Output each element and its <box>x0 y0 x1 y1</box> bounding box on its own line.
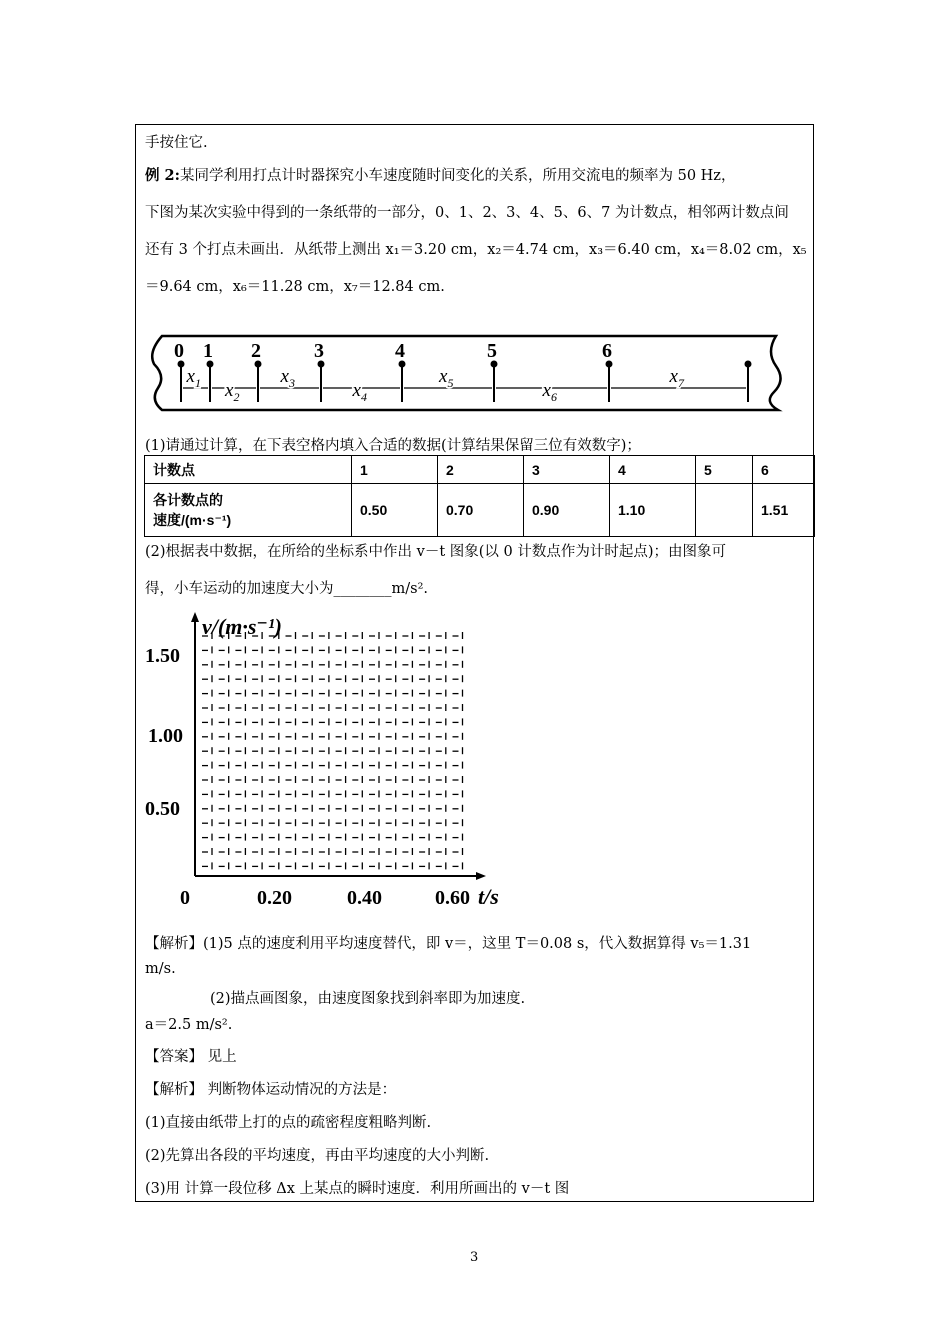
question-2b: 得，小车运动的加速度大小为________m/s². <box>145 581 428 597</box>
x-axis-arrow <box>476 872 486 880</box>
tape-point-label: 6 <box>602 340 612 362</box>
blank-cell[interactable] <box>696 484 753 537</box>
example-label: 例 2 <box>145 167 175 184</box>
table-cell: 6 <box>753 456 815 484</box>
solution-2: (2)描点画图象，由速度图象找到斜率即为加速度. <box>210 991 526 1007</box>
y-axis-arrow <box>191 612 199 622</box>
method-heading: 【解析】 判断物体运动情况的方法是： <box>145 1082 397 1098</box>
text-line: 手按住它. <box>145 135 208 151</box>
question-2a: (2)根据表中数据，在所给的坐标系中作出 v－t 图象(以 0 计数点作为计时起点)；由图象可 <box>145 544 727 560</box>
tape-segment-label: $x_7$ <box>669 366 684 390</box>
table-cell: 0.70 <box>438 484 524 537</box>
table-cell: 5 <box>696 456 753 484</box>
tape-segment-label: $x_5$ <box>439 366 454 390</box>
method-2: (2)先算出各段的平均速度，再由平均速度的大小判断. <box>145 1148 490 1164</box>
solution-1: 【解析】(1)5 点的速度利用平均速度替代，即 v＝，这里 T＝0.08 s，代入数据算得 v₅＝1.31 <box>145 936 752 952</box>
tape-dot <box>208 362 213 367</box>
text-line: 还有 3 个打点未画出．从纸带上测出 x₁＝3.20 cm，x₂＝4.74 cm，x₃＝6.40 cm，x₄＝8.02 cm，x₅ <box>145 242 807 258</box>
tape-point-label: 4 <box>395 340 405 362</box>
text-line: ＝9.64 cm，x₆＝11.28 cm，x₇＝12.84 cm. <box>145 279 445 295</box>
velocity-table <box>144 455 815 537</box>
tape-dot <box>746 362 751 367</box>
tape-dot <box>319 362 324 367</box>
tape-point-label: 2 <box>251 340 261 362</box>
tape-dot <box>607 362 612 367</box>
tape-segment-label: $x_2$ <box>225 380 240 404</box>
tape-dot <box>256 362 261 367</box>
tape-segment-label: $x_4$ <box>352 380 367 404</box>
table-row <box>145 484 815 537</box>
x-tick-label: 0.20 <box>257 887 292 909</box>
y-tick-label: 0.50 <box>145 798 180 820</box>
row-label-cell <box>145 484 352 537</box>
paper-tape-figure <box>148 330 788 415</box>
table-cell: 0.90 <box>524 484 610 537</box>
x-tick-label: 0.40 <box>347 887 382 909</box>
tape-dot <box>179 362 184 367</box>
table-cell: 1.10 <box>610 484 696 537</box>
table-cell: 3 <box>524 456 610 484</box>
method-1: (1)直接由纸带上打的点的疏密程度粗略判断. <box>145 1115 432 1131</box>
table-cell: 2 <box>438 456 524 484</box>
x-tick-label: 0.60 <box>435 887 470 909</box>
row-label-line-1: 各计数点的 <box>153 492 223 508</box>
y-axis-label: v/(m·s⁻¹) <box>202 614 282 639</box>
x-axis-label: t/s <box>478 884 499 909</box>
tape-dot <box>492 362 497 367</box>
answer-line: 【答案】 见上 <box>145 1049 237 1065</box>
tape-segment-label: $x_6$ <box>542 380 557 404</box>
row-label-line-2: 速度/(m·s⁻¹) <box>153 512 232 528</box>
table-cell: 1.51 <box>753 484 815 537</box>
tape-point-label: 1 <box>203 340 213 362</box>
tape-dot <box>400 362 405 367</box>
tape-segment-label: $x_3$ <box>280 366 295 390</box>
text-line: 下图为某次实验中得到的一条纸带的一部分，0、1、2、3、4、5、6、7 为计数点，相邻两计数点间 <box>145 205 789 221</box>
table-cell: 计数点 <box>145 456 352 484</box>
example-line <box>145 164 735 185</box>
origin-label: 0 <box>180 887 190 909</box>
table-cell: 0.50 <box>352 484 438 537</box>
table-cell: 4 <box>610 456 696 484</box>
page-number: 3 <box>470 1250 479 1265</box>
method-3: (3)用 计算一段位移 Δx 上某点的瞬时速度．利用所画出的 v－t 图 <box>145 1181 570 1197</box>
tape-point-label: 0 <box>174 340 184 362</box>
tape-segment-label: $x_1$ <box>186 366 201 390</box>
tape-point-label: 3 <box>314 340 324 362</box>
solution-3: a＝2.5 m/s². <box>145 1017 233 1033</box>
table-header-row <box>145 456 815 484</box>
table-cell: 1 <box>352 456 438 484</box>
y-tick-label: 1.00 <box>148 725 183 747</box>
solution-1b: m/s. <box>145 961 176 977</box>
example-colon: : <box>174 167 180 184</box>
question-1: (1)请通过计算，在下表空格内填入合适的数据(计算结果保留三位有效数字)； <box>145 438 641 454</box>
vt-graph <box>140 610 520 915</box>
tape-point-label: 5 <box>487 340 497 362</box>
example-text: 某同学利用打点计时器探究小车速度随时间变化的关系，所用交流电的频率为 50 Hz， <box>180 168 736 184</box>
y-tick-label: 1.50 <box>145 645 180 667</box>
